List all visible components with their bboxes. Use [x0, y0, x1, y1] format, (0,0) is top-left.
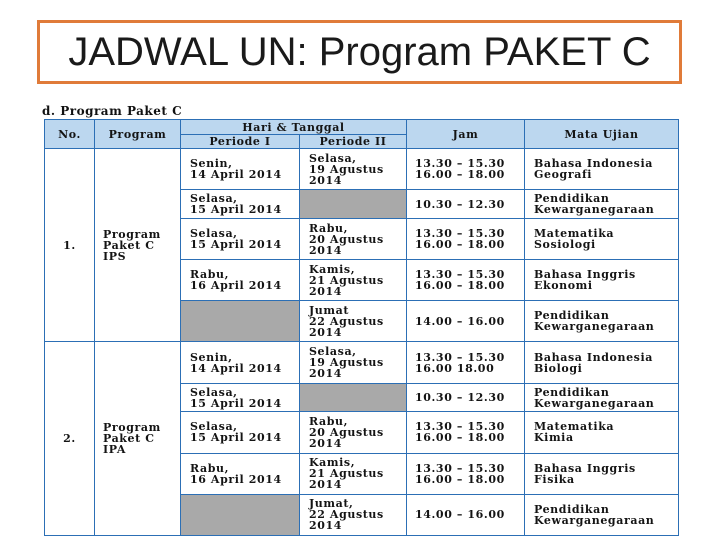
program-name-line: Paket C — [103, 238, 155, 252]
jam-cell-line: 16.00 – 18.00 — [415, 472, 505, 486]
mata-ujian-cell-line: Pendidikan — [534, 385, 610, 399]
mata-ujian-cell-line: Kewarganegaraan — [534, 396, 655, 410]
mata-ujian-cell — [525, 301, 679, 342]
mata-ujian-cell-line: Kewarganegaraan — [534, 320, 655, 334]
periode-2-cell-line: 21 Agustus — [309, 273, 384, 287]
header-periode-1: Periode I — [181, 135, 300, 149]
mata-ujian-cell-line: Matematika — [534, 420, 615, 434]
jam-cell-line: 16.00 – 18.00 — [415, 238, 505, 252]
mata-ujian-cell-line: Kimia — [534, 431, 574, 445]
periode-1-cell-line: Selasa, — [190, 192, 238, 206]
jam-cell-line: 14.00 – 16.00 — [415, 508, 505, 522]
periode-1-cell — [181, 190, 300, 219]
jam-cell-line: 13.30 – 15.30 — [415, 420, 505, 434]
jam-cell-line: 13.30 – 15.30 — [415, 268, 505, 282]
periode-1-cell-line: Selasa, — [190, 420, 238, 434]
mata-ujian-cell-line: Bahasa Indonesia — [534, 350, 653, 364]
periode-1-cell-line: Rabu, — [190, 461, 230, 475]
schedule-body — [45, 149, 679, 536]
periode-2-cell-line: Jumat — [309, 303, 350, 317]
header-jam: Jam — [407, 120, 525, 149]
periode-2-cell-line: Kamis, — [309, 456, 356, 470]
periode-2-cell — [300, 342, 407, 383]
schedule-table — [44, 119, 679, 536]
periode-1-cell-line: Senin, — [190, 350, 233, 364]
program-name-line: IPS — [103, 249, 127, 263]
jam-cell-line: 13.30 – 15.30 — [415, 350, 505, 364]
jam-cell — [407, 149, 525, 190]
periode-2-cell-line: 19 Agustus — [309, 356, 384, 370]
header-periode-2: Periode II — [300, 135, 407, 149]
periode-1-cell-line: 15 April 2014 — [190, 431, 282, 445]
mata-ujian-cell-line: Bahasa Indonesia — [534, 157, 653, 171]
mata-ujian-cell-line: Pendidikan — [534, 192, 610, 206]
periode-2-cell — [300, 412, 407, 453]
periode-1-cell-line: Rabu, — [190, 268, 230, 282]
mata-ujian-cell-line: Fisika — [534, 472, 575, 486]
periode-2-cell-line: 22 Agustus — [309, 508, 384, 522]
periode-1-cell-line: 14 April 2014 — [190, 168, 282, 182]
periode-1-cell — [181, 260, 300, 301]
table-row — [45, 149, 679, 190]
periode-2-cell-line: 21 Agustus — [309, 467, 384, 481]
jam-cell-line: 10.30 – 12.30 — [415, 197, 505, 211]
periode-2-cell-line: Kamis, — [309, 262, 356, 276]
jam-cell-line: 16.00 – 18.00 — [415, 431, 505, 445]
jam-cell-line: 16.00 – 18.00 — [415, 279, 505, 293]
mata-ujian-cell — [525, 260, 679, 301]
mata-ujian-cell — [525, 453, 679, 494]
mata-ujian-cell — [525, 494, 679, 535]
mata-ujian-cell — [525, 412, 679, 453]
periode-1-cell — [181, 412, 300, 453]
periode-2-cell — [300, 218, 407, 259]
group-number: 1. — [45, 149, 95, 342]
periode-2-cell-line: Selasa, — [309, 345, 357, 359]
periode-2-cell — [300, 260, 407, 301]
jam-cell-line: 10.30 – 12.30 — [415, 391, 505, 404]
periode-2-cell-line: 2014 — [309, 436, 343, 450]
periode-2-cell — [300, 301, 407, 342]
periode-2-cell-line: 22 Agustus — [309, 314, 384, 328]
jam-cell-line: 14.00 – 16.00 — [415, 314, 505, 328]
periode-2-cell-line: 19 Agustus — [309, 162, 384, 176]
periode-2-cell-line: 2014 — [309, 173, 343, 187]
periode-2-cell-line: Rabu, — [309, 221, 349, 235]
periode-2-cell-line: Rabu, — [309, 414, 349, 428]
periode-1-cell-line: 15 April 2014 — [190, 203, 282, 217]
jam-cell — [407, 190, 525, 219]
periode-1-cell-line: Selasa, — [190, 227, 238, 241]
jam-cell — [407, 412, 525, 453]
periode-1-cell — [181, 149, 300, 190]
jam-cell — [407, 383, 525, 412]
program-name-line: IPA — [103, 443, 126, 457]
mata-ujian-cell-line: Matematika — [534, 227, 615, 241]
mata-ujian-cell — [525, 342, 679, 383]
slide-title: JADWAL UN: Program PAKET C — [68, 29, 651, 74]
table-row — [45, 342, 679, 383]
periode-1-cell-line: 14 April 2014 — [190, 361, 282, 375]
mata-ujian-cell-line: Pendidikan — [534, 502, 610, 516]
header-no: No. — [45, 120, 95, 149]
jam-cell — [407, 494, 525, 535]
periode-2-cell — [300, 190, 407, 219]
periode-2-cell-line: 2014 — [309, 243, 343, 257]
periode-2-cell-line: 20 Agustus — [309, 232, 384, 246]
mata-ujian-cell — [525, 383, 679, 412]
jam-cell — [407, 453, 525, 494]
program-name — [95, 149, 181, 342]
header-program: Program — [95, 120, 181, 149]
slide-title-box — [37, 20, 682, 84]
group-number: 2. — [45, 342, 95, 536]
program-name-line: Paket C — [103, 432, 155, 446]
periode-2-cell-line: Jumat, — [309, 497, 354, 511]
jam-cell — [407, 218, 525, 259]
periode-2-cell-line: 2014 — [309, 284, 343, 298]
jam-cell-line: 13.30 – 15.30 — [415, 157, 505, 171]
program-name-line: Program — [103, 421, 161, 435]
header-mata-ujian: Mata Ujian — [525, 120, 679, 149]
periode-2-cell-line: 2014 — [309, 367, 343, 381]
table-subtitle: d. Program Paket C — [42, 104, 183, 118]
periode-2-cell-line: 20 Agustus — [309, 425, 384, 439]
periode-2-cell-line: 2014 — [309, 519, 343, 533]
mata-ujian-cell-line: Kewarganegaraan — [534, 203, 655, 217]
jam-cell-line: 13.30 – 15.30 — [415, 227, 505, 241]
periode-1-cell — [181, 383, 300, 412]
mata-ujian-cell — [525, 218, 679, 259]
mata-ujian-cell — [525, 190, 679, 219]
periode-2-cell — [300, 383, 407, 412]
mata-ujian-cell-line: Bahasa Inggris — [534, 268, 636, 282]
program-name-line: Program — [103, 227, 161, 241]
periode-2-cell — [300, 453, 407, 494]
jam-cell-line: 16.00 18.00 — [415, 361, 495, 375]
jam-cell — [407, 260, 525, 301]
jam-cell — [407, 342, 525, 383]
jam-cell-line: 13.30 – 15.30 — [415, 461, 505, 475]
periode-1-cell-line: Selasa, — [190, 385, 238, 399]
periode-1-cell — [181, 218, 300, 259]
periode-1-cell-line: 16 April 2014 — [190, 279, 282, 293]
mata-ujian-cell-line: Kewarganegaraan — [534, 513, 655, 527]
mata-ujian-cell-line: Pendidikan — [534, 309, 610, 323]
periode-2-cell-line: Selasa, — [309, 151, 357, 165]
periode-2-cell — [300, 149, 407, 190]
periode-1-cell — [181, 494, 300, 535]
periode-1-cell-line: 16 April 2014 — [190, 472, 282, 486]
program-name — [95, 342, 181, 536]
periode-2-cell-line: 2014 — [309, 325, 343, 339]
mata-ujian-cell — [525, 149, 679, 190]
periode-1-cell-line: 15 April 2014 — [190, 238, 282, 252]
periode-2-cell-line: 2014 — [309, 478, 343, 492]
mata-ujian-cell-line: Biologi — [534, 361, 583, 375]
mata-ujian-cell-line: Geografi — [534, 168, 593, 182]
mata-ujian-cell-line: Sosiologi — [534, 238, 596, 252]
jam-cell — [407, 301, 525, 342]
periode-2-cell — [300, 494, 407, 535]
periode-1-cell — [181, 453, 300, 494]
periode-1-cell-line: 15 April 2014 — [190, 396, 282, 410]
periode-1-cell — [181, 342, 300, 383]
jam-cell-line: 16.00 – 18.00 — [415, 168, 505, 182]
periode-1-cell-line: Senin, — [190, 157, 233, 171]
header-hari-tanggal: Hari & Tanggal — [181, 120, 407, 135]
mata-ujian-cell-line: Bahasa Inggris — [534, 461, 636, 475]
periode-1-cell — [181, 301, 300, 342]
mata-ujian-cell-line: Ekonomi — [534, 279, 593, 293]
